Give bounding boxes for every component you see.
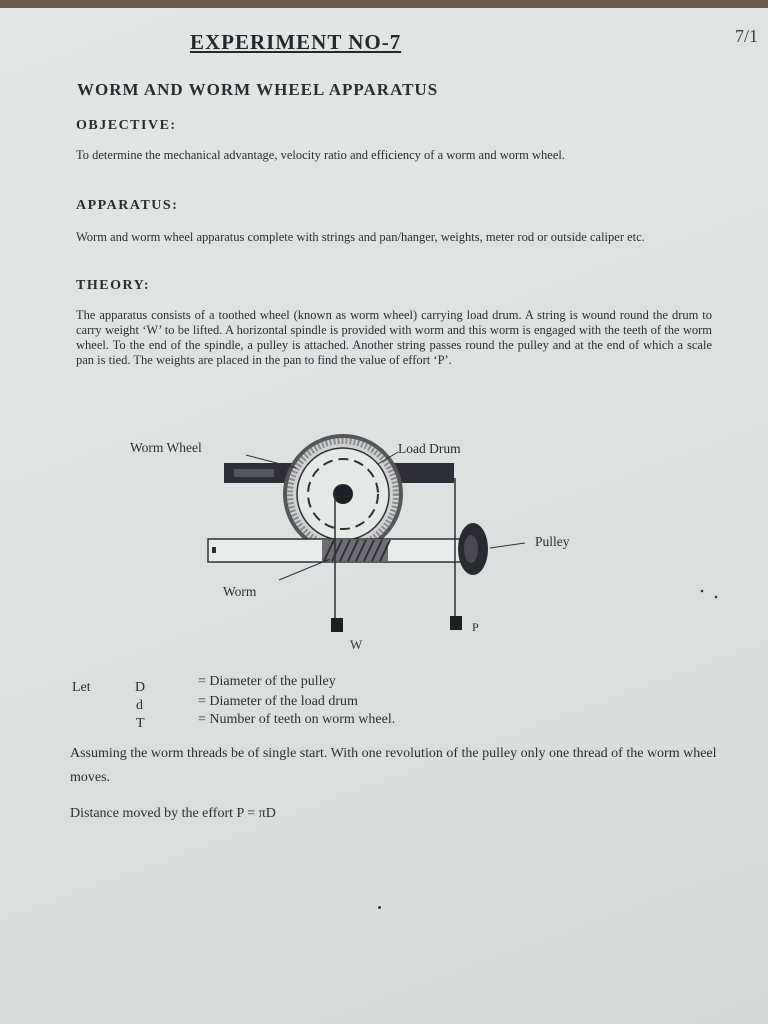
definition-symbol: T — [136, 716, 145, 731]
stray-dot — [378, 906, 381, 909]
experiment-title: EXPERIMENT NO-7 — [190, 30, 402, 54]
objective-heading: OBJECTIVE: — [76, 118, 177, 133]
label-worm-wheel: Worm Wheel — [130, 440, 202, 455]
definition-desc: = Diameter of the pulley — [198, 674, 336, 689]
definition-desc: = Diameter of the load drum — [198, 694, 358, 709]
objective-text: To determine the mechanical advantage, velocity ratio and efficiency of a worm and worm wheel. — [76, 148, 565, 162]
label-pulley: Pulley — [535, 534, 570, 549]
label-load-drum: Load Drum — [398, 441, 461, 456]
page-number-mark: 7/1 — [735, 26, 759, 46]
effort-weight — [450, 616, 462, 630]
apparatus-heading: APPARATUS: — [76, 198, 179, 213]
label-p: P — [472, 620, 479, 634]
pulley-leader — [490, 543, 525, 548]
definition-symbol: D — [135, 680, 146, 695]
document-page — [0, 8, 768, 1024]
assumption-text: Assuming the worm threads be of single start. With one revolution of the pulley only one thread of the worm wheel moves. — [70, 746, 717, 785]
theory-heading: THEORY: — [76, 278, 151, 293]
label-w: W — [350, 637, 363, 652]
worm-wheel-diagram — [0, 8, 768, 1024]
label-worm: Worm — [223, 584, 257, 599]
load-weight — [331, 618, 343, 632]
definition-symbol: d — [136, 698, 143, 713]
worm-threads — [322, 540, 390, 561]
support-bar-detail — [234, 469, 274, 477]
document-subtitle: WORM AND WORM WHEEL APPARATUS — [77, 80, 439, 99]
theory-text: The apparatus consists of a toothed wheel (known as worm wheel) carrying load drum. A string is wound round the drum to carry weight ‘W’ to be lifted. A horizontal spindle is provided with worm and this worm is engaged with the teeth of the worm wheel. To the end of the spindle, a pulley is attached. Another string passes round the pulley and at the end of which a scale pan is tied. The weights are placed in the pan to find the value of effort ‘P’. — [76, 308, 712, 367]
worm-wheel-shape — [285, 436, 401, 552]
definition-desc: = Number of teeth on worm wheel. — [198, 712, 396, 727]
apparatus-text: Worm and worm wheel apparatus complete with strings and pan/hanger, weights, meter rod or outside caliper etc. — [76, 230, 645, 244]
distance-formula: Distance moved by the effort P = πD — [70, 806, 276, 821]
let-label: Let — [72, 680, 91, 695]
